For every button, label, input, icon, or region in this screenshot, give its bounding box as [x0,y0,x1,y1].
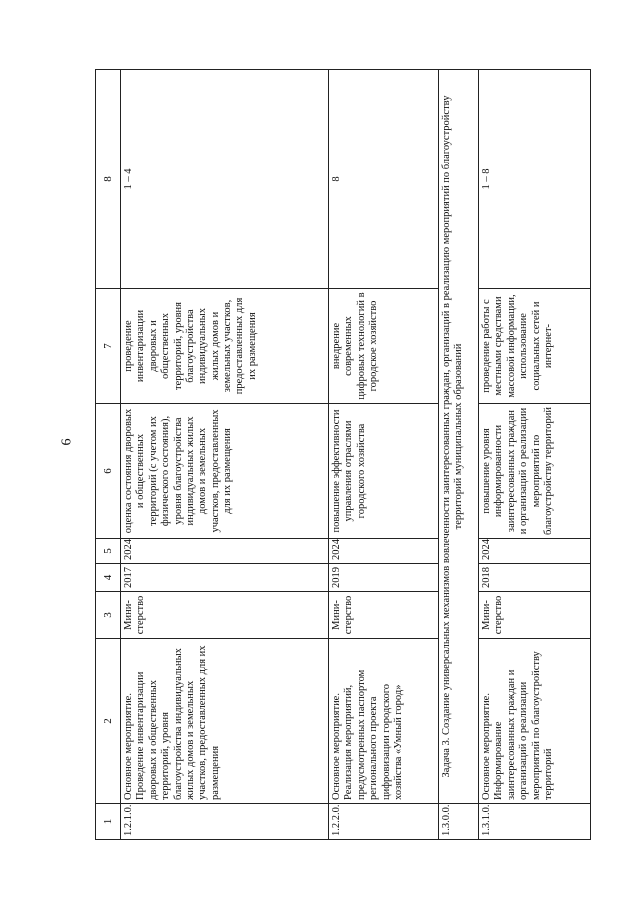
rotated-table-block [95,70,640,840]
task-row [439,70,479,840]
measure-name-cell [121,639,329,804]
indicators: 8 [329,70,439,289]
row-code: 1.3.1.0. [479,804,591,840]
end-year: 2024 [479,539,591,564]
start-year: 2018 [479,564,591,592]
consequence: внедрение современных цифровых технологий в городское хозяйство [329,289,439,404]
column-number: 4 [96,564,121,592]
column-number: 8 [96,70,121,289]
measure-type: Основное мероприятие. [481,693,492,800]
column-number: 2 [96,639,121,804]
measure-type: Основное мероприятие. [331,693,342,800]
executor: Мини-стерство [329,592,439,639]
end-year: 2024 [329,539,439,564]
executor: Мини-стерство [121,592,329,639]
column-number: 3 [96,592,121,639]
page-number: 6 [59,438,75,446]
measure-type: Основное мероприятие. [123,693,134,800]
consequence: проведение работы с местными средствами массовой информации, использование социальных сетей и интернет- [479,289,591,404]
row-code: 1.2.1.0. [121,804,329,840]
column-number: 6 [96,404,121,539]
measure-name: Информирование заинтересованных граждан и организаций о реализации мероприятий по благоустройству территорий [493,651,554,800]
executor: Мини-стерство [479,592,591,639]
measure-name: Реализация мероприятий, предусмотренных паспортом регионального проекта цифровизации городского хозяйства «Умный город» [343,669,404,800]
table-row [121,70,329,840]
measure-name-cell [479,639,591,804]
measures-table [95,69,591,840]
consequence: проведение инвентаризации дворовых и общественных территорий, уровня благоустройства индивидуальных жилых домов и земельных участков, предоставленных для их размещения [121,289,329,404]
table-row [479,70,591,840]
expected-result: повышение уровня информированности заинтересованных граждан и организаций о реализации мероприятий по благоустройству территорий [479,404,591,539]
row-code: 1.3.0.0. [439,804,479,840]
task-heading: Задача 3. Создание универсальных механизмов вовлеченности заинтересованных граждан, организаций в реализацию мероприятий по благоустройству территорий муниципальных образований [439,70,479,804]
expected-result: оценка состояния дворовых и общественных территорий (с учетом их физического состояния), уровня благоустройства индивидуальных жилых домов и земельных участков, предоставленных для их размещения [121,404,329,539]
start-year: 2019 [329,564,439,592]
expected-result: повышение эффективности управления отраслями городского хозяйства [329,404,439,539]
row-code: 1.2.2.0. [329,804,439,840]
table-header-row [96,70,121,840]
indicators: 1 – 8 [479,70,591,289]
table-row [329,70,439,840]
start-year: 2017 [121,564,329,592]
indicators: 1 – 4 [121,70,329,289]
column-number: 1 [96,804,121,840]
end-year: 2024 [121,539,329,564]
column-number: 7 [96,289,121,404]
measure-name-cell [329,639,439,804]
measure-name: Проведение инвентаризации дворовых и общественных территорий, уровня благоустройства индивидуальных жилых домов и земельных участков, предоставленных для их размещения [135,645,221,800]
column-number: 5 [96,539,121,564]
